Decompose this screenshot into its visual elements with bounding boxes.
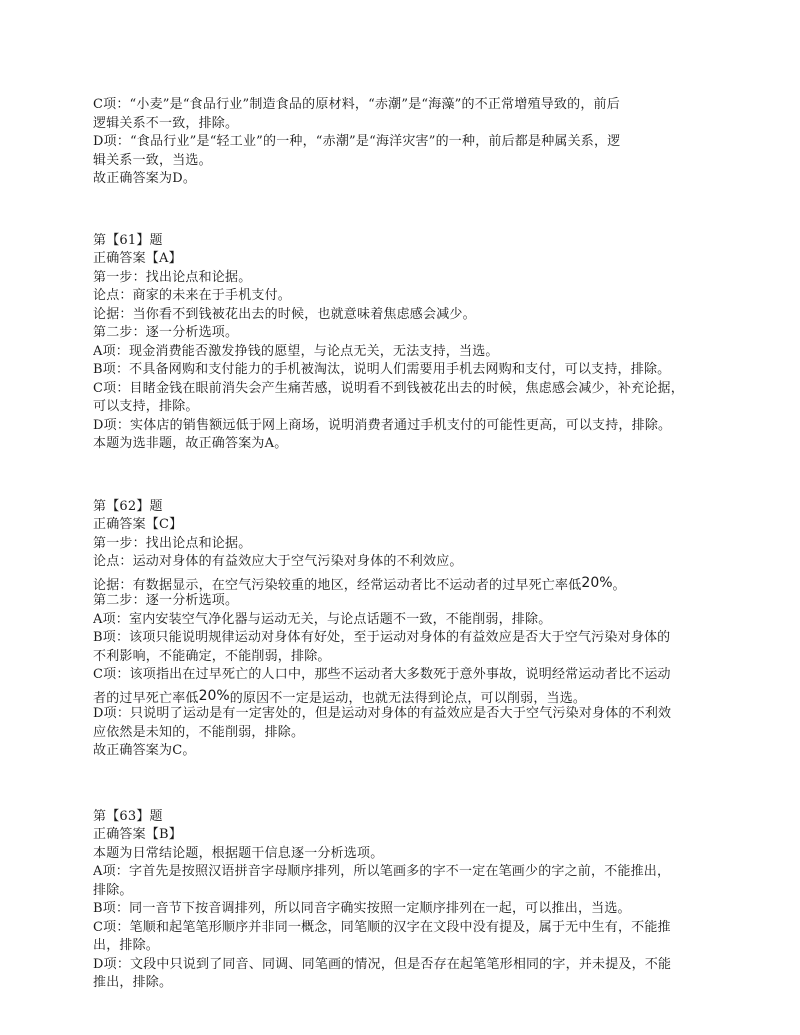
text-line: 出，排除。 [93,938,160,953]
document-page [93,96,713,993]
question-heading: 第【62】题 [93,498,163,514]
text-line: B项：该项只能说明规律运动对身体有好处，至于运动对身体的有益效应是否大于空气污染对身体的 [93,630,671,645]
text-line: A项：现金消费能否激发挣钱的愿望，与论点无关，无法支持，当选。 [93,343,499,359]
text-segment: 者的过早死亡率低 [93,690,199,705]
text-line: 论据：当你看不到钱被花出去的时候，也就意味着焦虑感会减少。 [93,306,476,322]
text-line: 本题为选非题，故正确答案为A。 [93,436,288,451]
question-62 [93,498,713,761]
text-line: 推出，排除。 [93,975,173,990]
text-segment: 的原因不一定是运动，也就无法得到论点，可以削弱，当选。 [229,690,587,705]
text-line: C项：笔顺和起笔笔形顺序并非同一概念，同笔顺的汉字在文段中没有提及，属于无中生有，不能推 [93,919,671,935]
text-line: 故正确答案为C。 [93,743,196,758]
text-line [93,574,713,593]
text-line: 逻辑关系不一致，排除。 [93,115,239,131]
text-line: D项：“食品行业”是“轻工业”的一种，“赤潮”是“海洋灾害”的一种，前后都是种属关系，逻 [93,134,621,149]
percent-value: 20% [581,574,613,591]
text-line: 故正确答案为D。 [93,171,197,186]
text-line: 辑关系一致，当选。 [93,152,212,168]
text-line: 第一步：找出论点和论据。 [93,535,252,551]
answer-60-tail [93,96,713,189]
text-line: 排除。 [93,882,133,898]
text-line: B项：同一音节下按音调排列，所以同音字确实按照一定顺序排列在一起，可以推出，当选。 [93,901,631,916]
correct-answer: 正确答案【A】 [93,251,182,266]
text-line: D项：实体店的销售额远低于网上商场，说明消费者通过手机支付的可能性更高，可以支持，排除。 [93,417,672,433]
text-segment: 论据：有数据显示，在空气污染较重的地区，经常运动者比不运动者的过早死亡率低 [93,577,582,592]
text-line: 第二步：逐一分析选项。 [93,593,239,608]
text-line: 不利影响，不能确定，不能削弱，排除。 [93,648,331,664]
text-line: 本题为日常结论题，根据题干信息逐一分析选项。 [93,845,384,861]
text-line: A项：字首先是按照汉语拼音字母顺序排列，所以笔画多的字不一定在笔画少的字之前，不能推出， [93,864,671,879]
text-line: 第一步：找出论点和论据。 [93,269,252,285]
text-line: 第二步：逐一分析选项。 [93,325,239,340]
text-line: D项：只说明了运动是有一定害处的，但是运动对身体的有益效应是否大于空气污染对身体的不利效 [93,706,672,721]
question-heading: 第【63】题 [93,808,163,824]
text-line: C项：该项指出在过早死亡的人口中，那些不运动者大多数死于意外事故，说明经常运动者比不运动 [93,667,671,682]
text-line: 应依然是未知的，不能削弱，排除。 [93,724,305,740]
text-segment: 。 [612,577,626,592]
text-line: D项：文段中只说到了同音、同调、同笔画的情况，但是否存在起笔笔形相同的字，并未提及，不能 [93,956,672,972]
text-line: 论点：运动对身体的有益效应大于空气污染对身体的不利效应。 [93,554,463,569]
correct-answer: 正确答案【C】 [93,517,183,532]
correct-answer: 正确答案【B】 [93,827,182,842]
text-line: 可以支持，排除。 [93,399,199,414]
text-line: A项：室内安装空气净化器与运动无关，与论点话题不一致，不能削弱，排除。 [93,611,552,627]
text-line: 论点：商家的未来在于手机支付。 [93,288,292,303]
percent-value: 20% [198,687,230,704]
question-61 [93,232,713,454]
text-line: C项：“小麦”是“食品行业”制造食品的原材料，“赤潮”是“海藻”的不正常增殖导致的，前后 [93,97,620,112]
question-63 [93,808,713,993]
question-heading: 第【61】题 [93,232,163,248]
text-line: C项：目睹金钱在眼前消失会产生痛苦感，说明看不到钱被花出去的时候，焦虑感会减少，补充论据， [93,380,684,396]
text-line: B项：不具备网购和支付能力的手机被淘汰，说明人们需要用手机去网购和支付，可以支持，排除。 [93,362,671,377]
text-line [93,687,713,706]
